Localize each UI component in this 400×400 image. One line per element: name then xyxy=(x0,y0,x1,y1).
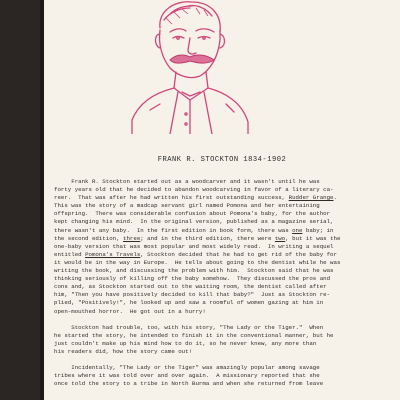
text-line: writing the book, and discussing the problem with him. Stockton said that he was xyxy=(54,267,334,275)
document-body xyxy=(54,178,394,388)
document-title: FRANK R. STOCKTON 1834-1902 xyxy=(157,156,287,164)
author-portrait-sketch xyxy=(130,0,250,134)
text-line: Frank R. Stockton started out as a woodcarver and it wasn't until he was xyxy=(54,178,320,185)
text-line: one-baby version that was most popular and most widely read. In writing a sequel xyxy=(54,242,334,250)
text-line: kept changing his mind. In the original version, published as a magazine serial, xyxy=(54,218,334,226)
text-line: once told the story to a tribe in North Burma and when she returned from leave xyxy=(54,380,324,388)
text-line: the second edition, three; and in the third edition, there were two, but it was the xyxy=(54,234,341,242)
text-line: thinking seriously of killing off the baby somehow. They discussed the pros and xyxy=(54,275,331,283)
paragraph xyxy=(54,364,394,388)
paragraph xyxy=(54,178,394,316)
text-line: Stockton had trouble, too, with his story, "The Lady or the Tiger." When xyxy=(54,323,324,331)
text-line: there wasn't any baby. In the first edition in book form, there was one baby; in xyxy=(54,226,334,234)
text-line: his readers did, how the story came out! xyxy=(54,347,193,355)
text-line: just couldn't make up his mind how to do it, so he never knew, any more than xyxy=(54,339,317,347)
text-line: him, "Then you have positively decided to kill that baby?" Just as Stockton re- xyxy=(54,291,331,299)
text-line: open-mouthed horror. He got out in a hurry! xyxy=(54,307,206,315)
text-line: forty years old that he decided to abandon woodcarving in favor of a literary ca- xyxy=(54,186,334,194)
text-line: plied, "Positively!", he looked up and saw a roomful of women gazing at him in xyxy=(54,299,324,307)
text-line: entitled Pomona's Travels, Stockton decided that he had to get rid of the baby for xyxy=(54,250,337,258)
text-line: it would be in the way in Europe. He tells about going to the dentist while he was xyxy=(54,258,341,266)
text-line: tribes where it was told over and over again. A missionary reported that she xyxy=(54,372,320,380)
text-line: Incidentally, "The Lady or the Tiger" was amazingly popular among savage xyxy=(54,363,320,371)
text-line: offspring. There was considerable confusion about Pomona's baby, for the author xyxy=(54,210,331,218)
text-line: This was the story of a madcap servant girl named Pomona and her entertaining xyxy=(54,202,320,210)
text-line: reer. That was after he had written his first outstanding success, Rudder Grange. xyxy=(54,194,337,202)
text-line: he started the story, he intended to finish it in the conventional manner, but he xyxy=(54,331,334,339)
paragraph xyxy=(54,324,394,356)
text-line: cons and, as Stockton started out to the waiting room, the dentist called after xyxy=(54,283,327,291)
